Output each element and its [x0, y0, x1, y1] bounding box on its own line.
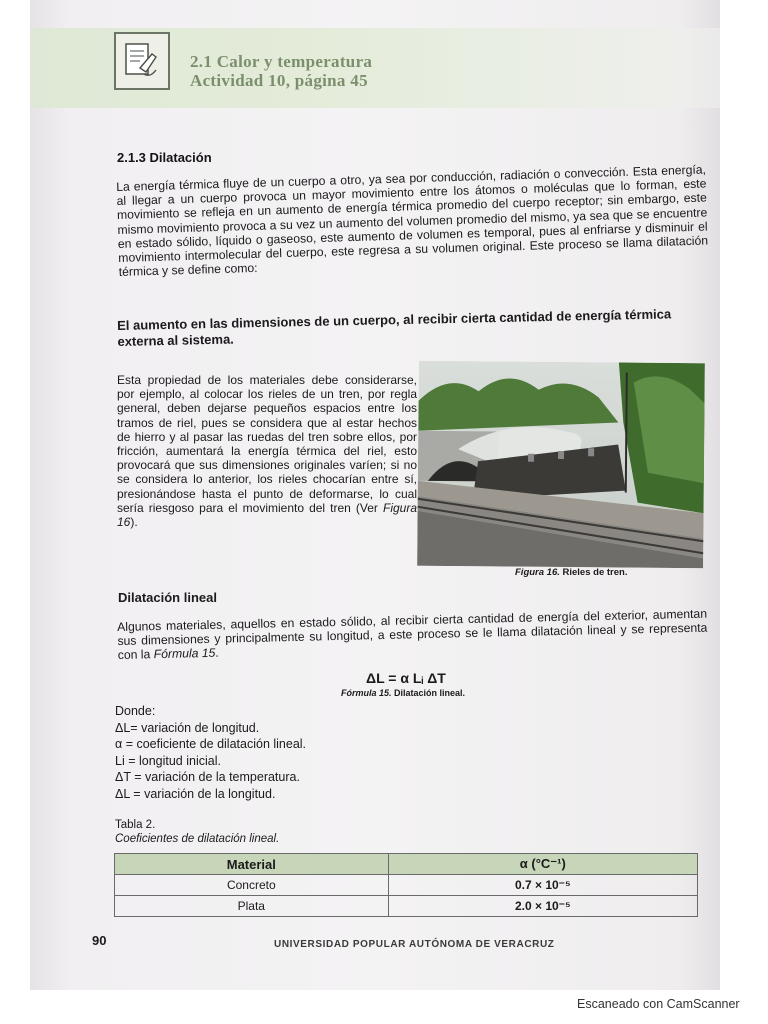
footer-university: UNIVERSIDAD POPULAR AUTÓNOMA DE VERACRUZ	[274, 939, 555, 950]
lineal-paragraph-ref: Fórmula 15	[153, 646, 216, 662]
table-header-cell: α (°C⁻¹)	[388, 854, 697, 875]
table-header-row	[115, 854, 698, 875]
rails-paragraph-ref: Figura 16	[117, 500, 417, 530]
table-caption: Coeficientes de dilatación lineal.	[115, 833, 280, 845]
scanned-page	[30, 0, 720, 990]
table-header-cell: Material	[115, 854, 389, 875]
header-title-line1: 2.1 Calor y temperatura	[190, 52, 373, 71]
lineal-heading: Dilatación lineal	[118, 590, 217, 605]
formula: ΔL = α Lᵢ ΔT	[366, 670, 446, 686]
rails-paragraph-main: Esta propiedad de los materiales debe considerarse, por ejemplo, al colocar los rieles de un tren, por regla general, deben dejarse pequeños espacios entre los tramos de riel, pues se considera que al estar hechos de hierro y al pasar las ruedas del tren sobre ellos, por fricción, aumentará la energía térmica del riel, esto provocará que sus dimensiones originales varíen; si no se considera lo anterior, los rieles chocarían entre sí, presionándose hasta el punto de deformarse, lo cual sería riesgoso para el movimiento del tren (Ver	[117, 373, 417, 515]
formula-caption	[341, 688, 465, 698]
figure-caption	[515, 567, 627, 578]
section-heading: 2.1.3 Dilatación	[117, 150, 212, 165]
header-title-line2: Actividad 10, página 45	[190, 71, 368, 90]
train-photo	[417, 361, 705, 568]
table-cell: 0.7 × 10⁻⁵	[388, 875, 697, 896]
table-row	[115, 896, 698, 917]
donde-item: Li = longitud inicial.	[115, 753, 221, 768]
figure-caption-ref: Figura 16.	[515, 567, 560, 578]
header-title	[190, 52, 372, 90]
donde-list	[115, 703, 306, 802]
table-label	[115, 818, 279, 846]
rails-paragraph	[117, 373, 417, 529]
table-number: Tabla 2.	[115, 819, 156, 831]
page-number: 90	[92, 933, 107, 948]
lineal-paragraph-end: .	[215, 646, 219, 661]
donde-item: ΔT = variación de la temperatura.	[115, 770, 300, 784]
donde-item: ΔL = variación de la longitud.	[115, 786, 276, 801]
camscanner-watermark: Escaneado con CamScanner	[577, 997, 740, 1011]
table-cell: Plata	[115, 896, 389, 917]
formula-caption-ref: Fórmula 15.	[341, 688, 392, 698]
donde-item: ΔL= variación de longitud.	[115, 720, 260, 735]
definition-text: El aumento en las dimensiones de un cuerpo, al recibir cierta cantidad de energía térmica externa al sistema.	[117, 306, 672, 349]
table-cell: 2.0 × 10⁻⁵	[388, 896, 697, 917]
lineal-paragraph-main: Algunos materiales, aquellos en estado sólido, al recibir cierta cantidad de energía del exterior, aumentan sus dimensiones y principalmente su longitud, a este proceso se le llama dilatación lineal y se representa con la	[117, 606, 708, 663]
figure-caption-text: Rieles de tren.	[559, 567, 628, 578]
donde-title: Donde:	[115, 704, 156, 718]
lineal-paragraph	[117, 607, 708, 663]
table-row	[115, 875, 698, 896]
formula-caption-text: Dilatación lineal.	[391, 688, 466, 698]
donde-item: α = coeficiente de dilatación lineal.	[115, 737, 307, 751]
intro-paragraph: La energía térmica fluye de un cuerpo a otro, ya sea por conducción, radiación o convección. Esta energía, al llegar a un cuerpo provoca un mayor movimiento entre los átomos o moléculas que lo forman, este movimiento se refleja en un aumento de energía térmica promedio del cuerpo receptor; sin embargo, este mismo movimiento provoca a su vez un aumento del volumen promedio del mismo, ya sea que se encuentre en estado sólido, líquido o gaseoso, este aumento de volumen es temporal, pues al enfriarse y disminuir el movimiento intermolecular del cuerpo, este regresa a su volumen original. Este proceso se llama dilatación térmica y se define como:	[116, 162, 709, 280]
rails-paragraph-end: ).	[130, 515, 138, 530]
hand-writing-icon	[114, 32, 170, 90]
table-cell: Concreto	[115, 875, 389, 896]
coefficients-table	[114, 853, 698, 917]
